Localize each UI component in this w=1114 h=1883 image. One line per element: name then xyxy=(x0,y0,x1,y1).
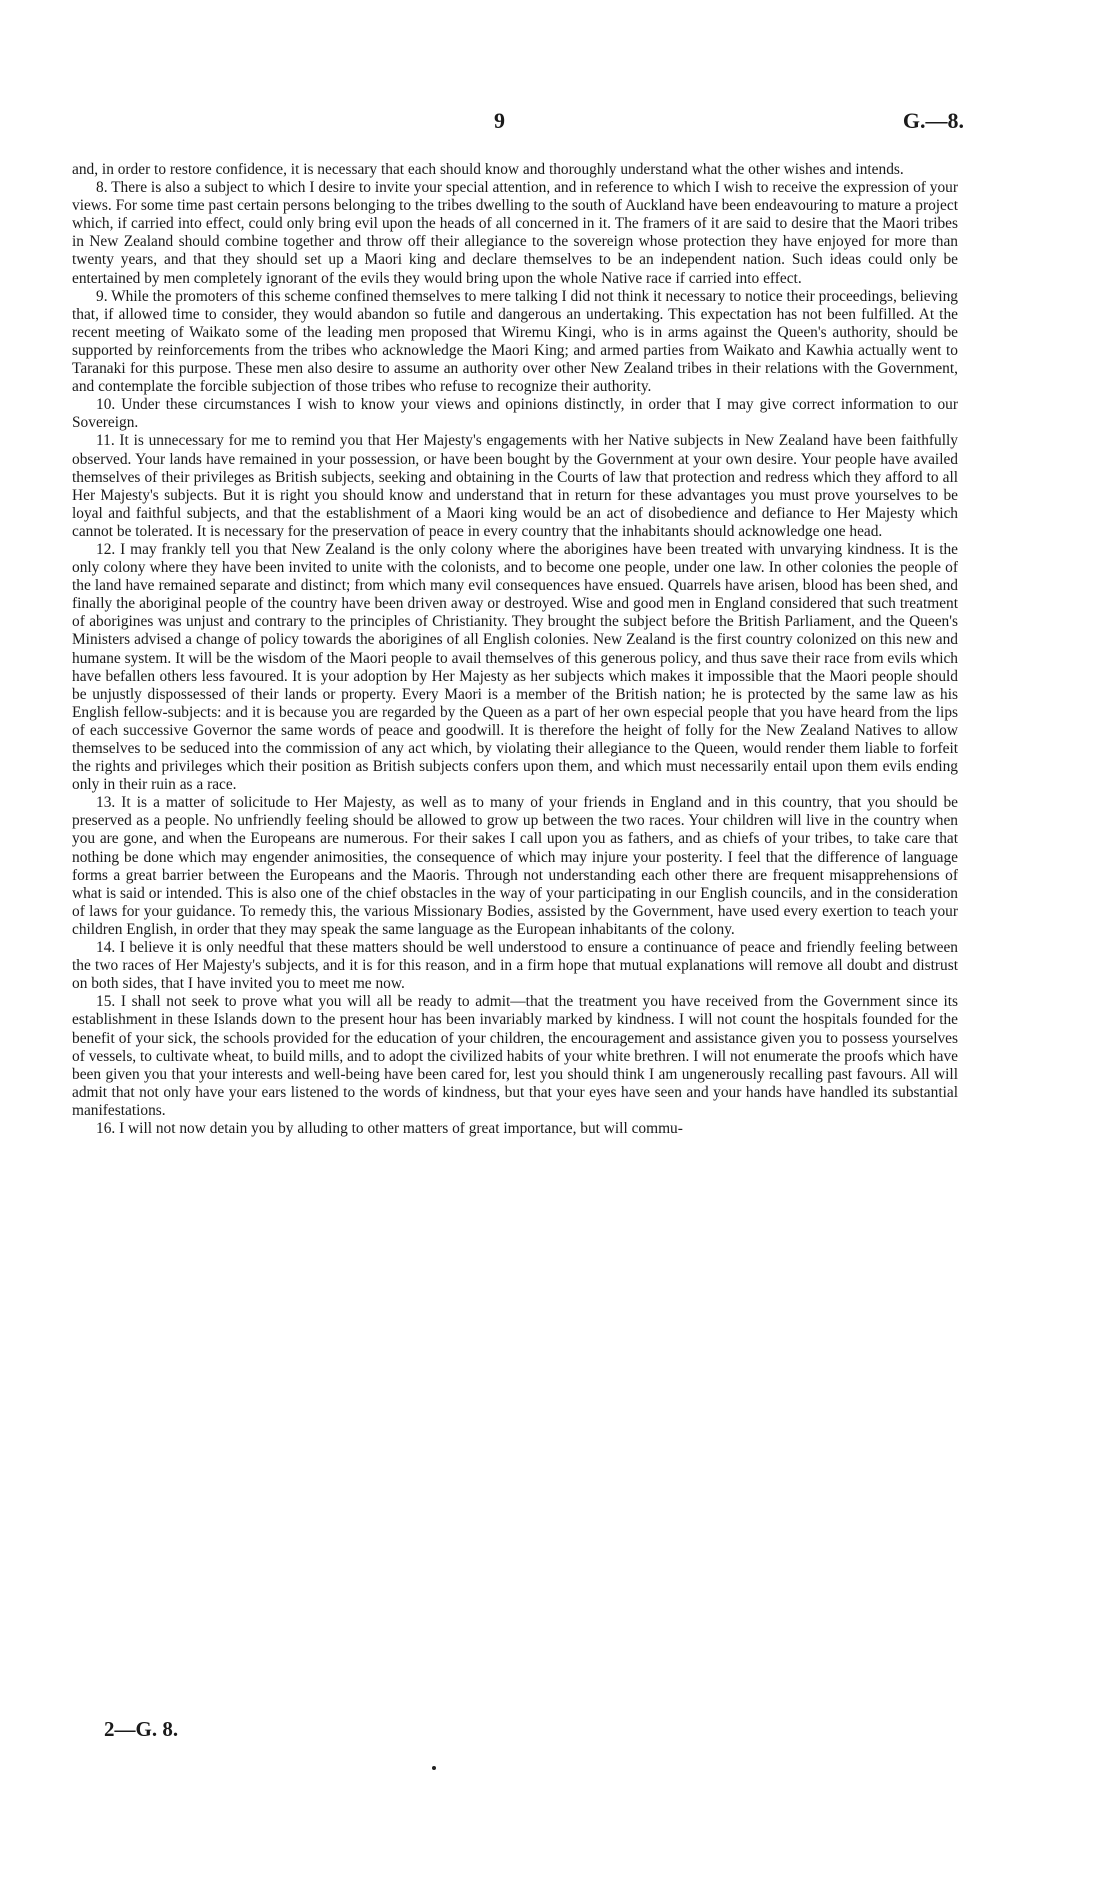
document-reference: G.—8. xyxy=(902,108,964,133)
paragraph-continuation: and, in order to restore confidence, it is necessary that each should know and thoroughly understand what the other wishes and intends. xyxy=(72,161,904,178)
page-number: 9 xyxy=(494,108,505,133)
paragraph-12: 12. I may frankly tell you that New Zealand is the only colony where the aborigines have been treated with unvarying kindness. It is the only colony where they have been invited to unite with the colonists, and to become one people, under one law. In other colonies the people of the land have remained separate and distinct; from which many evil consequences have ensued. Quarrels have arisen, blood has been shed, and finally the aboriginal people of the country have been driven away or destroyed. Wise and good men in England considered that such treatment of aborigines was unjust and contrary to the principles of Christianity. They brought the subject before the British Parliament, and the Queen's Ministers advised a change of policy towards the aborigines of all English colonies. New Zealand is the first country colonized on this new and humane system. It will be the wisdom of the Maori people to avail themselves of this generous policy, and thus save their race from evils which have befallen others less favoured. It is your adoption by Her Majesty as her subjects which makes it impossible that the Maori people should be unjustly dispossessed of their lands or property. Every Maori is a member of the British nation; he is protected by the same law as his English fellow-subjects: and it is because you are regarded by the Queen as a part of her own especial people that you have heard from the lips of each successive Governor the same words of peace and goodwill. It is therefore the height of folly for the New Zealand Natives to allow themselves to be seduced into the commission of any act which, by violating their allegiance to the Queen, would render them liable to forfeit the rights and privileges which their position as British subjects confers upon them, and which must necessarily entail upon them evils ending only in their ruin as a race. xyxy=(72,540,958,794)
document-body xyxy=(72,161,958,1138)
paragraph-10: 10. Under these circumstances I wish to know your views and opinions distinctly, in order that I may give correct information to our Sovereign. xyxy=(72,396,958,432)
paragraph-8: 8. There is also a subject to which I desire to invite your special attention, and in reference to which I wish to receive the expression of your views. For some time past certain persons belonging to the tribes dwelling to the south of Auckland have been endeavouring to mature a project which, if carried into effect, could only bring evil upon the heads of all concerned in it. The framers of it are said to desire that the Maori tribes in New Zealand should combine together and throw off their allegiance to the sovereign whose protection they have enjoyed for more than twenty years, and that they should set up a Maori king and declare themselves to be an independent nation. Such ideas could only be entertained by men completely ignorant of the evils they would bring upon the whole Native race if carried into effect. xyxy=(72,179,958,287)
signature-mark: 2—G. 8. xyxy=(104,1717,179,1741)
paragraph-9: 9. While the promoters of this scheme confined themselves to mere talking I did not think it necessary to notice their proceedings, believing that, if allowed time to consider, they would abandon so futile and dangerous an undertaking. This expectation has not been fulfilled. At the recent meeting of Waikato some of the leading men proposed that Wiremu Kingi, who is in arms against the Queen's authority, should be supported by reinforcements from the tribes who acknowledge the Maori King; and armed parties from Waikato and Kawhia actually went to Taranaki for this purpose. These men also desire to assume an authority over other New Zealand tribes in their relations with the Government, and contemplate the forcible subjection of those tribes who refuse to recognize their authority. xyxy=(72,287,958,396)
print-dot xyxy=(432,1766,436,1770)
paragraph-13: 13. It is a matter of solicitude to Her Majesty, as well as to many of your friends in England and in this country, that you should be preserved as a people. No unfriendly feeling should be allowed to grow up between the two races. Your children will live in the country when you are gone, and when the Europeans are numerous. For their sakes I call upon you as fathers, and as chiefs of your tribes, to take care that nothing be done which may engender animosities, the consequence of which may injure your posterity. I feel that the difference of language forms a great barrier between the Europeans and the Maoris. Through not understanding each other there are frequent misapprehensions of what is said or intended. This is also one of the chief obstacles in the way of your participating in our English councils, and in the consideration of laws for your guidance. To remedy this, the various Missionary Bodies, assisted by the Government, have used every exertion to teach your children English, in order that they may speak the same language as the European inhabitants of the colony. xyxy=(72,794,958,938)
paragraph-11: 11. It is unnecessary for me to remind you that Her Majesty's engagements with her Native subjects in New Zealand have been faithfully observed. Your lands have remained in your possession, or have been bought by the Government at your own desire. Your people have availed themselves of their privileges as British subjects, seeking and obtaining in the Courts of law that protection and redress which they afford to all Her Majesty's subjects. But it is right you should know and understand that in return for these advantages you must prove yourselves to be loyal and faithful subjects, and that the establishment of a Maori king would be an act of disobedience and defiance to Her Majesty which cannot be tolerated. It is necessary for the preservation of peace in every country that the inhabitants should acknowledge one head. xyxy=(72,432,958,540)
paragraph-16: 16. I will not now detain you by alluding to other matters of great importance, but will commu- xyxy=(96,1119,683,1137)
paragraph-15: 15. I shall not seek to prove what you will all be ready to admit—that the treatment you have received from the Government since its establishment in these Islands down to the present hour has been invariably marked by kindness. I will not count the hospitals founded for the benefit of your sick, the schools provided for the education of your children, the encouragement and assistance given you to possess yourselves of vessels, to cultivate wheat, to build mills, and to adopt the civilized habits of your white brethren. I will not enumerate the proofs which have been given you that your interests and well-being have been cared for, lest you should think I am ungenerously recalling past favours. All will admit that not only have your ears listened to the words of kindness, but that your eyes have seen and your hands have handled its substantial manifestations. xyxy=(72,993,958,1119)
paragraph-14: 14. I believe it is only needful that these matters should be well understood to ensure a continuance of peace and friendly feeling between the two races of Her Majesty's subjects, and it is for this reason, and in a firm hope that mutual explanations will remove all doubt and distrust on both sides, that I have invited you to meet me now. xyxy=(72,939,958,993)
